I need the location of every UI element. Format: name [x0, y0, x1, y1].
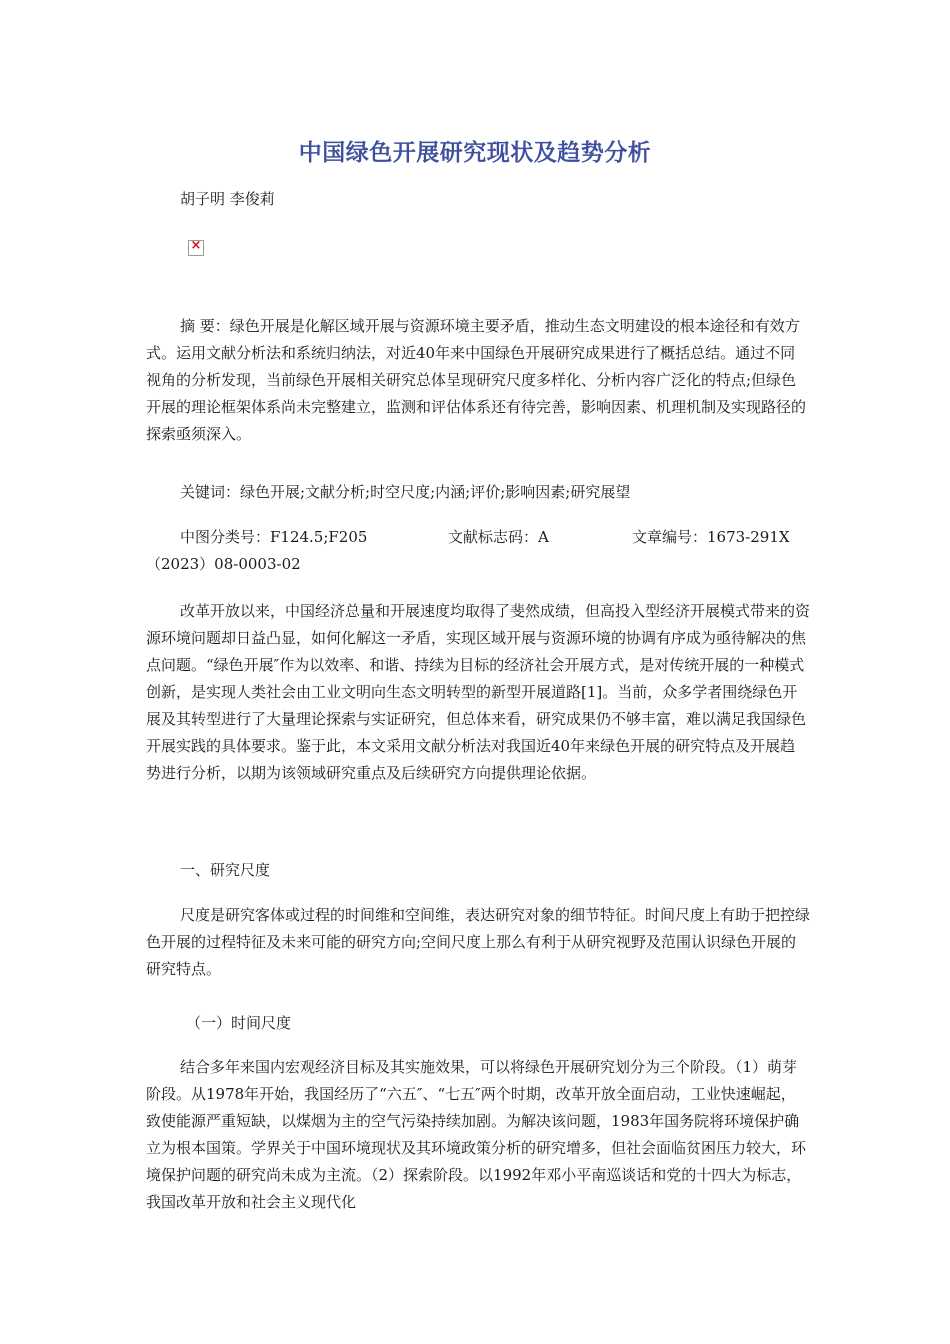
broken-image-icon: × — [188, 240, 204, 256]
section-1-text: 尺度是研究客体或过程的时间维和空间维，表达研究对象的细节特征。时间尺度上有助于把控绿色开展的过程特征及未来可能的研究方向;空间尺度上那么有利于从研究视野及范围认识绿色开展的研究特点。 — [146, 906, 811, 978]
intro-text: 改革开放以来，中国经济总量和开展速度均取得了斐然成绩，但高投入型经济开展模式带来的资源环境问题却日益凸显，如何化解这一矛盾，实现区域开展与资源环境的协调有序成为亟待解决的焦点问题。“绿色开展″作为以效率、和谐、持续为目标的经济社会开展方式，是对传统开展的一种模式创新，是实现人类社会由工业文明向生态文明转型的新型开展道路[1]。当前，众多学者围绕绿色开展及其转型进行了大量理论探索与实证研究，但总体来看，研究成果仍不够丰富，难以满足我国绿色开展实践的具体要求。鉴于此，本文采用文献分析法对我国近40年来绿色开展的研究特点及开展趋势进行分析，以期为该领域研究重点及后续研究方向提供理论依据。 — [146, 602, 811, 782]
intro-paragraph — [146, 598, 810, 787]
subsection-1-paragraph — [146, 1054, 810, 1216]
keywords-text: 关键词：绿色开展;文献分析;时空尺度;内涵;评价;影响因素;研究展望 — [180, 483, 631, 501]
abstract — [146, 313, 810, 448]
paper-title: 中国绿色开展研究现状及趋势分析 — [298, 140, 652, 166]
classification-info — [146, 524, 810, 578]
document-code: 文献标志码：A — [448, 528, 549, 546]
section-1-paragraph — [146, 902, 810, 983]
subsection-1-heading: （一）时间尺度 — [186, 1014, 292, 1032]
article-number-cont: （2023）08-0003-02 — [146, 555, 301, 573]
authors: 胡子明 李俊莉 — [180, 190, 275, 208]
article-number: 文章编号：1673-291X — [632, 528, 790, 546]
clc-number: 中图分类号：F124.5;F205 — [180, 528, 368, 546]
section-heading — [146, 857, 810, 884]
subsection-heading — [186, 1010, 850, 1037]
keywords — [146, 479, 810, 506]
section-1-heading: 一、研究尺度 — [180, 861, 271, 879]
subsection-1-text: 结合多年来国内宏观经济目标及其实施效果，可以将绿色开展研究划分为三个阶段。（1）萌芽阶段。从1978年开始，我国经历了“六五″、“七五″两个时期，改革开放全面启动，工业快速崛起，致使能源严重短缺，以煤烟为主的空气污染持续加剧。为解决该问题，1983年国务院将环境保护确立为根本国策。学界关于中国环境现状及其环境政策分析的研究增多，但社会面临贫困压力较大，环境保护问题的研究尚未成为主流。（2）探索阶段。以1992年邓小平南巡谈话和党的十四大为标志，我国改革开放和社会主义现代化 — [146, 1058, 807, 1211]
abstract-text: 摘 要：绿色开展是化解区域开展与资源环境主要矛盾，推动生态文明建设的根本途径和有效方式。运用文献分析法和系统归纳法，对近40年来中国绿色开展研究成果进行了概括总结。通过不同视角的分析发现，当前绿色开展相关研究总体呈现研究尺度多样化、分析内容广泛化的特点;但绿色开展的理论框架体系尚未完整建立，监测和评估体系还有待完善，影响因素、机理机制及实现路径的探索亟须深入。 — [146, 317, 807, 443]
